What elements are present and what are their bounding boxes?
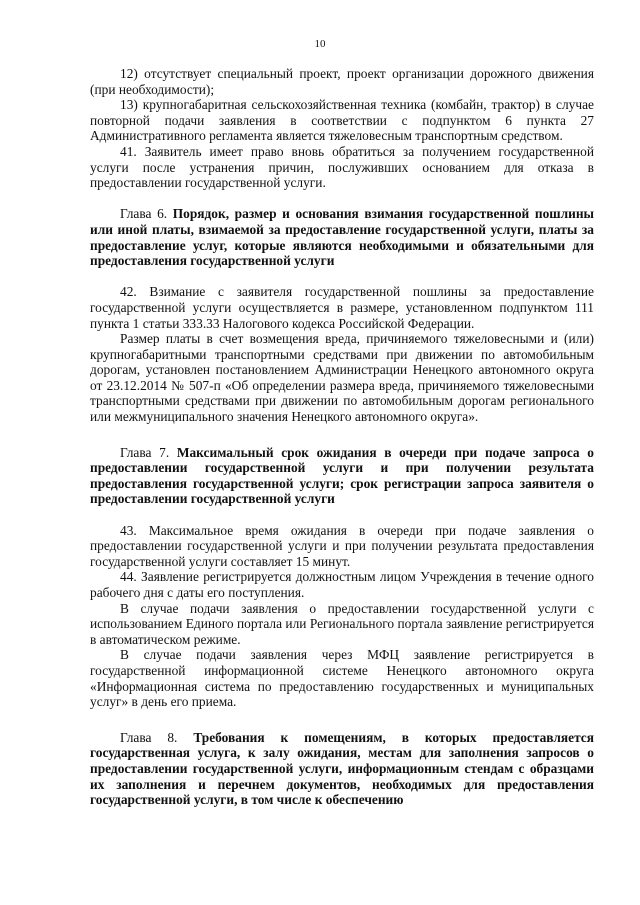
chapter-8-title: Требования к помещениям, в которых предоставляется государственная услуга, к залу ожидания, местам для заполнения запросов о предоставлении государственной услуги, информационным стендам с образцами их заполнения и перечнем документов, необходимых для предоставления государственной услуги, в том числе к обеспечению	[90, 729, 594, 808]
chapter-8-prefix: Глава 8.	[120, 729, 178, 745]
paragraph-12: 12) отсутствует специальный проект, проект организации дорожного движения (при необходимости);	[90, 66, 594, 97]
paragraph-44: 44. Заявление регистрируется должностным лицом Учреждения в течение одного рабочего дня с даты его поступления.	[90, 569, 594, 600]
paragraph-43: 43. Максимальное время ожидания в очереди при подаче заявления о предоставлении государственной услуги и при получении результата предоставления государственной услуги составляет 15 минут.	[90, 522, 594, 569]
chapter-7-prefix: Глава 7.	[120, 444, 170, 460]
chapter-7-title: Максимальный срок ожидания в очереди при подаче запроса о предоставлении государственной услуги и при получении результата предоставления государственной услуги; срок регистрации запроса заявителя о предоставлении государственной услуги	[90, 444, 594, 507]
chapter-7-heading	[90, 445, 594, 507]
chapter-6-title: Порядок, размер и основания взимания государственной пошлины или иной платы, взимаемой за предоставление государственной услуги, платы за предоставление услуг, которые являются необходимыми и обязательными для предоставления государственной услуги	[90, 206, 594, 269]
paragraph-fee-harm: Размер платы в счет возмещения вреда, причиняемого тяжеловесными и (или) крупногабаритными транспортными средствами при движении по автомобильным дорогам, установлен постановлением Администрации Ненецкого автономного округа от 23.12.2014 № 507-п «Об определении размера вреда, причиняемого тяжеловесными транспортными средствами при движении по автомобильным дорогам регионального или межмуниципального значения Ненецкого автономного округа».	[90, 331, 594, 425]
chapter-6-prefix: Глава 6.	[120, 206, 168, 222]
page-number: 10	[314, 38, 326, 50]
paragraph-portal: В случае подачи заявления о предоставлении государственной услуги с использованием Единого портала или Регионального портала заявление регистрируется в автоматическом режиме.	[90, 600, 594, 647]
paragraph-41: 41. Заявитель имеет право вновь обратиться за получением государственной услуги после устранения причин, послуживших основанием для отказа в предоставлении государственной услуги.	[90, 143, 594, 191]
chapter-8-heading	[90, 730, 594, 808]
paragraph-mfc: В случае подачи заявления через МФЦ заявление регистрируется в государственной информационной системе Ненецкого автономного округа «Информационная система по предоставлению государственных и муниципальных услуг» в день его приема.	[90, 647, 594, 710]
paragraph-13: 13) крупногабаритная сельскохозяйственная техника (комбайн, трактор) в случае повторной подачи заявления в соответствии с подпунктом 6 пункта 27 Административного регламента является тяжеловесным транспортным средством.	[90, 97, 594, 144]
paragraph-42: 42. Взимание с заявителя государственной пошлины за предоставление государственной услуги осуществляется в размере, установленном подпунктом 111 пункта 1 статьи 333.33 Налогового кодекса Российской Федерации.	[90, 284, 594, 331]
document-body	[90, 66, 594, 808]
chapter-6-heading	[90, 206, 594, 268]
